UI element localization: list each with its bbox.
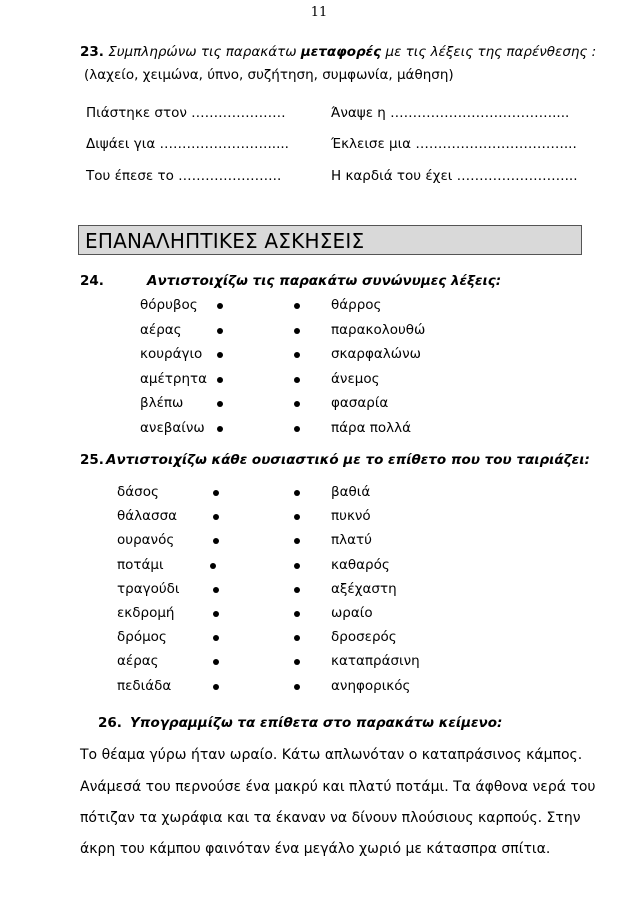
bullet-dot-icon[interactable]	[294, 659, 300, 665]
bullet-dot-icon[interactable]	[213, 587, 219, 593]
page-number: 11	[310, 5, 328, 20]
bullet-dot-icon[interactable]	[294, 377, 300, 383]
bullet-dot-icon[interactable]	[217, 426, 223, 432]
ex25-right-word: καθαρός	[331, 556, 390, 573]
ex24-right-word: θάρρος	[331, 297, 382, 313]
ex26-text-line: Ανάμεσά του περνούσε ένα μακρύ και πλατύ ποτάμι. Τα άφθονα νερά του	[80, 779, 596, 795]
bullet-dot-icon[interactable]	[217, 377, 223, 383]
bullet-dot-icon[interactable]	[294, 303, 300, 309]
ex23-right-item: Η καρδιά του έχει ……………………...	[331, 168, 578, 184]
ex23-instruction-post: με τις λέξεις της παρένθεσης :	[381, 44, 597, 60]
ex23-word-list: (λαχείο, χειμώνα, ύπνο, συζήτηση, συμφωνία, μάθηση)	[84, 67, 454, 83]
ex26-text-line: πότιζαν τα χωράφια και τα έκαναν να δίνουν πλούσιους καρπούς. Στην	[80, 810, 581, 826]
ex26-text-line: Το θέαμα γύρω ήταν ωραίο. Κάτω απλωνόταν ο καταπράσινος κάμπος.	[80, 747, 583, 763]
bullet-dot-icon[interactable]	[213, 684, 219, 690]
section-banner	[78, 225, 582, 255]
ex23-right-item: Άναψε η ………………………………....	[331, 105, 570, 121]
ex23-right-item: Έκλεισε μια ……………………………...	[331, 136, 577, 152]
ex25-left-word: θάλασσα	[117, 508, 178, 525]
ex25-right-word: δροσερός	[331, 629, 397, 646]
ex25-left-word: δάσος	[117, 484, 159, 500]
ex25-left-word: αέρας	[117, 653, 159, 670]
ex25-left-word: τραγούδι	[117, 580, 180, 597]
ex25-left-word: δρόμος	[117, 629, 167, 646]
bullet-dot-icon[interactable]	[294, 352, 300, 358]
bullet-dot-icon[interactable]	[294, 538, 300, 544]
ex23-left-item: Του έπεσε το …………………..	[86, 168, 282, 184]
ex25-right-word: βαθιά	[331, 484, 371, 500]
ex23-left-item: Πιάστηκε στον …………………	[86, 105, 286, 121]
bullet-dot-icon[interactable]	[213, 490, 219, 496]
ex26-instruction: Υπογραμμίζω τα επίθετα στο παρακάτω κείμενο:	[130, 715, 503, 731]
bullet-dot-icon[interactable]	[294, 587, 300, 593]
ex24-right-word: παρακολουθώ	[331, 321, 426, 338]
ex26-text-line: άκρη του κάμπου φαινόταν ένα μεγάλο χωριό με κάτασπρα σπίτια.	[80, 841, 551, 857]
ex24-left-word: θόρυβος	[140, 297, 198, 313]
bullet-dot-icon[interactable]	[294, 611, 300, 617]
ex25-number: 25.	[80, 452, 104, 468]
ex24-right-word: σκαρφαλώνω	[331, 346, 421, 362]
bullet-dot-icon[interactable]	[294, 563, 300, 569]
ex23-instruction	[80, 44, 596, 60]
section-title: ΕΠΑΝΑΛΗΠΤΙΚΕΣ ΑΣΚΗΣΕΙΣ	[85, 229, 365, 253]
ex25-left-word: εκδρομή	[117, 605, 175, 621]
bullet-dot-icon[interactable]	[294, 490, 300, 496]
ex24-right-word: φασαρία	[331, 395, 389, 411]
ex24-left-word: βλέπω	[140, 395, 184, 411]
ex25-left-word: ουρανός	[117, 532, 175, 549]
bullet-dot-icon[interactable]	[213, 659, 219, 665]
ex25-right-word: ωραίο	[331, 605, 373, 621]
ex25-right-word: αξέχαστη	[331, 580, 397, 597]
bullet-dot-icon[interactable]	[210, 563, 216, 569]
bullet-dot-icon[interactable]	[213, 514, 219, 520]
ex24-left-word: αέρας	[140, 321, 182, 338]
bullet-dot-icon[interactable]	[217, 328, 223, 334]
ex25-instruction: Αντιστοιχίζω κάθε ουσιαστικό με το επίθετο που του ταιριάζει:	[106, 452, 590, 468]
ex23-instruction-bold: μεταφορές	[300, 44, 382, 60]
ex25-right-word: πυκνό	[331, 508, 371, 525]
ex24-left-word: αμέτρητα	[140, 370, 208, 387]
bullet-dot-icon[interactable]	[294, 514, 300, 520]
ex25-right-word: καταπράσινη	[331, 653, 420, 670]
bullet-dot-icon[interactable]	[217, 303, 223, 309]
ex24-left-word: κουράγιο	[140, 346, 203, 362]
ex24-instruction: Αντιστοιχίζω τις παρακάτω συνώνυμες λέξεις:	[147, 273, 502, 289]
ex23-instruction-pre: Συμπληρώνω τις παρακάτω	[108, 44, 301, 60]
bullet-dot-icon[interactable]	[294, 426, 300, 432]
ex24-number: 24.	[80, 273, 104, 289]
ex23-number: 23.	[80, 44, 104, 60]
ex24-left-word: ανεβαίνω	[140, 419, 205, 436]
bullet-dot-icon[interactable]	[294, 635, 300, 641]
ex23-left-item: Διψάει για …………………….....	[86, 136, 289, 152]
bullet-dot-icon[interactable]	[217, 352, 223, 358]
bullet-dot-icon[interactable]	[213, 538, 219, 544]
ex25-right-word: ανηφορικός	[331, 677, 411, 694]
ex26-number: 26.	[98, 715, 122, 731]
bullet-dot-icon[interactable]	[213, 611, 219, 617]
bullet-dot-icon[interactable]	[217, 401, 223, 407]
ex25-left-word: πεδιάδα	[117, 677, 172, 694]
ex24-right-word: άνεμος	[331, 370, 380, 387]
ex24-right-word: πάρα πολλά	[331, 419, 412, 436]
bullet-dot-icon[interactable]	[294, 684, 300, 690]
ex25-right-word: πλατύ	[331, 532, 372, 549]
bullet-dot-icon[interactable]	[294, 328, 300, 334]
bullet-dot-icon[interactable]	[213, 635, 219, 641]
bullet-dot-icon[interactable]	[294, 401, 300, 407]
ex25-left-word: ποτάμι	[117, 556, 164, 573]
